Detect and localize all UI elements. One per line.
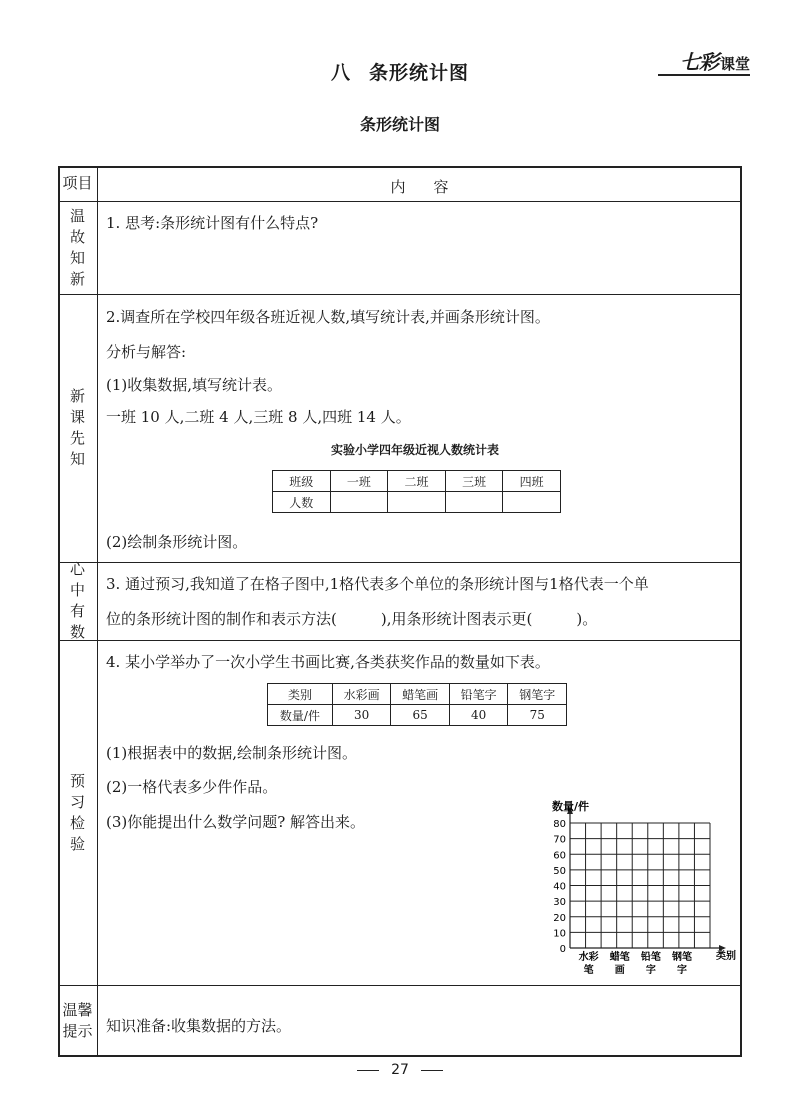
y-tick-label: 80	[553, 819, 566, 830]
chapter-name: 条形统计图	[369, 62, 470, 84]
chapter-number: 八	[330, 62, 351, 84]
y-tick-label: 70	[553, 834, 566, 846]
row-divider	[58, 201, 742, 202]
column-divider	[97, 166, 98, 1057]
table-cell: 数量/件	[268, 705, 333, 726]
row-label-in-mind: 心 中 有 数	[69, 560, 85, 641]
table-cell: 30	[332, 705, 391, 726]
table-cell: 75	[508, 705, 567, 726]
table-row	[273, 471, 561, 492]
logo-main-text: 七彩	[679, 50, 718, 74]
table-cell: 40	[449, 705, 508, 726]
question-4: 4. 某小学举办了一次小学生书画比赛,各类获奖作品的数量如下表。	[106, 653, 550, 671]
logo-sub-text: 课堂	[719, 55, 750, 73]
table-cell: 四班	[503, 471, 561, 492]
table-row	[268, 705, 567, 726]
y-tick-label: 50	[553, 865, 566, 877]
task-2: (2)一格代表多少件作品。	[106, 778, 278, 796]
blank-cell[interactable]	[445, 492, 503, 513]
question-3-line-2: 位的条形统计图的制作和表示方法( ),用条形统计图表示更( )。	[106, 610, 598, 628]
row-label-tip: 温馨 提示	[62, 1001, 93, 1040]
x-axis-label: 类别	[716, 951, 736, 962]
category-label: 钢笔	[672, 952, 692, 963]
y-tick-label: 30	[553, 897, 566, 909]
table-cell: 人数	[273, 492, 331, 513]
table-row	[268, 684, 567, 705]
row-divider	[58, 562, 742, 563]
step-2: (2)绘制条形统计图。	[106, 533, 248, 551]
table-cell: 蜡笔画	[391, 684, 450, 705]
section-title: 条形统计图	[359, 115, 440, 134]
y-tick-label: 20	[553, 912, 566, 924]
table-cell: 三班	[445, 471, 503, 492]
table-cell: 类别	[268, 684, 333, 705]
category-label: 蜡笔	[609, 952, 630, 963]
y-tick-label: 40	[553, 881, 566, 893]
row-label-review: 温 故 知 新	[69, 206, 85, 288]
row-divider	[58, 985, 742, 986]
y-tick-label: 60	[553, 850, 566, 862]
table-cell: 65	[391, 705, 450, 726]
page-number: 27	[0, 1062, 800, 1078]
step-1: (1)收集数据,填写统计表。	[106, 376, 283, 394]
blank-cell[interactable]	[388, 492, 446, 513]
myopia-table-caption: 实验小学四年级近视人数统计表	[330, 443, 499, 457]
category-label: 铅笔	[640, 952, 661, 963]
question-2: 2.调查所在学校四年级各班近视人数,填写统计表,并画条形统计图。	[106, 308, 550, 326]
table-cell: 铅笔字	[449, 684, 508, 705]
class-data: 一班 10 人,二班 4 人,三班 8 人,四班 14 人。	[106, 408, 411, 426]
category-label: 笔	[583, 965, 594, 976]
table-cell: 水彩画	[332, 684, 391, 705]
award-table	[267, 683, 567, 726]
category-label: 画	[614, 965, 625, 976]
blank-cell[interactable]	[503, 492, 561, 513]
category-label: 字	[645, 965, 656, 976]
row-label-preview-check: 预 习 检 验	[69, 771, 85, 853]
table-cell: 一班	[330, 471, 388, 492]
y-tick-label: 10	[553, 928, 566, 940]
table-row	[273, 492, 561, 513]
question-1: 1. 思考:条形统计图有什么特点?	[106, 214, 319, 232]
task-1: (1)根据表中的数据,绘制条形统计图。	[106, 744, 358, 762]
row-label-new-lesson: 新 课 先 知	[69, 387, 85, 468]
question-3-line-1: 3. 通过预习,我知道了在格子图中,1格代表多个单位的条形统计图与1格代表一个单	[106, 575, 649, 593]
row-divider	[58, 294, 742, 295]
header-item-label: 项目	[62, 174, 93, 192]
y-tick-label: 0	[559, 944, 566, 955]
myopia-table	[272, 470, 561, 513]
logo-underline	[658, 74, 750, 76]
category-label: 字	[677, 965, 687, 976]
row-divider	[58, 640, 742, 641]
publisher-logo	[680, 46, 750, 75]
category-label: 水彩	[578, 952, 599, 963]
y-axis-label: 数量/件	[552, 800, 590, 813]
analysis-label: 分析与解答:	[106, 343, 187, 361]
table-cell: 二班	[388, 471, 446, 492]
table-cell: 钢笔字	[508, 684, 567, 705]
table-cell: 班级	[273, 471, 331, 492]
tip-text: 知识准备:收集数据的方法。	[106, 1017, 292, 1035]
bar-chart-grid[interactable]	[540, 796, 740, 976]
task-3: (3)你能提出什么数学问题? 解答出来。	[106, 813, 366, 831]
header-content-label: 内 容	[390, 178, 449, 196]
blank-cell[interactable]	[330, 492, 388, 513]
